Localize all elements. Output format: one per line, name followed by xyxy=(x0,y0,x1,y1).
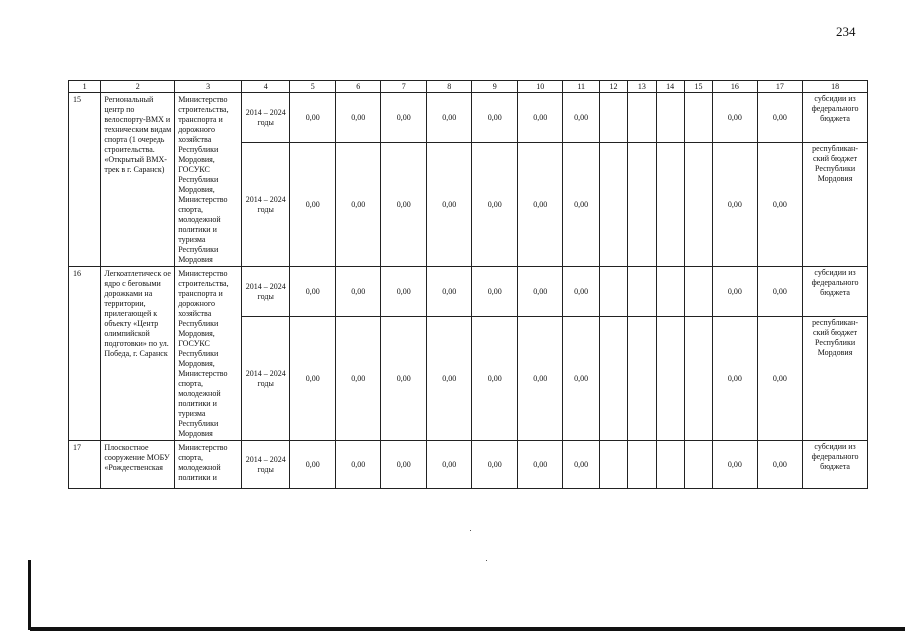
executor: Министерство спорта, молодежной политики и xyxy=(175,441,242,489)
header-cell: 8 xyxy=(426,81,472,93)
funding-source: субсидии из федерального бюджета xyxy=(803,267,868,317)
scan-left-edge xyxy=(28,560,31,630)
funding-source: субсидии из федерального бюджета xyxy=(803,93,868,143)
value-cell: 0,00 xyxy=(713,317,758,441)
value-cell: 0,00 xyxy=(290,93,336,143)
value-cell: 0,00 xyxy=(290,267,336,317)
value-cell: 0,00 xyxy=(381,441,427,489)
header-cell: 2 xyxy=(101,81,175,93)
value-cell: 0,00 xyxy=(335,441,381,489)
row-number: 16 xyxy=(69,267,101,441)
value-cell: 0,00 xyxy=(757,143,803,267)
value-cell: 0,00 xyxy=(381,143,427,267)
header-cell: 9 xyxy=(472,81,518,93)
table-row xyxy=(69,441,868,489)
value-cell: 0,00 xyxy=(335,93,381,143)
header-cell: 14 xyxy=(656,81,684,93)
value-cell: 0,00 xyxy=(472,93,518,143)
value-cell: 0,00 xyxy=(472,441,518,489)
header-row xyxy=(69,81,868,93)
object-name: Плоскостное сооружение МОБУ «Рождественская xyxy=(101,441,175,489)
scan-speck xyxy=(486,560,487,561)
period-cell: 2014 – 2024 годы xyxy=(241,267,290,317)
value-cell: 0,00 xyxy=(381,267,427,317)
value-cell: 0,00 xyxy=(713,267,758,317)
object-name: Региональный центр по велоспорту-ВМХ и техническим видам спорта (1 очередь строительства. «Открытый ВМХ-трек в г. Саранск) xyxy=(101,93,175,267)
header-cell: 6 xyxy=(335,81,381,93)
value-cell: 0,00 xyxy=(335,267,381,317)
value-cell: 0,00 xyxy=(381,93,427,143)
executor: Министерство строительства, транспорта и дорожного хозяйства Республики Мордовия, ГОСУКС Республики Мордовия, Министерство спорта, молодежной политики и туризма Республики Мордовия xyxy=(175,93,242,267)
value-cell xyxy=(656,143,684,267)
value-cell: 0,00 xyxy=(290,441,336,489)
value-cell xyxy=(656,93,684,143)
value-cell xyxy=(599,143,627,267)
header-cell: 10 xyxy=(517,81,563,93)
value-cell xyxy=(656,317,684,441)
header-cell: 12 xyxy=(599,81,627,93)
value-cell: 0,00 xyxy=(517,267,563,317)
period-cell: 2014 – 2024 годы xyxy=(241,93,290,143)
value-cell: 0,00 xyxy=(517,143,563,267)
table-row xyxy=(69,93,868,143)
value-cell: 0,00 xyxy=(335,317,381,441)
header-cell: 18 xyxy=(803,81,868,93)
header-cell: 11 xyxy=(563,81,599,93)
scan-speck xyxy=(470,530,471,531)
value-cell: 0,00 xyxy=(563,441,599,489)
header-cell: 3 xyxy=(175,81,242,93)
value-cell: 0,00 xyxy=(563,267,599,317)
header-cell: 1 xyxy=(69,81,101,93)
value-cell xyxy=(599,267,627,317)
value-cell: 0,00 xyxy=(472,317,518,441)
value-cell: 0,00 xyxy=(472,267,518,317)
value-cell: 0,00 xyxy=(426,441,472,489)
value-cell xyxy=(599,441,627,489)
value-cell: 0,00 xyxy=(757,317,803,441)
value-cell: 0,00 xyxy=(426,317,472,441)
value-cell: 0,00 xyxy=(517,441,563,489)
budget-table xyxy=(68,80,868,489)
table-row xyxy=(69,267,868,317)
value-cell: 0,00 xyxy=(563,93,599,143)
value-cell xyxy=(684,441,712,489)
value-cell: 0,00 xyxy=(713,93,758,143)
value-cell: 0,00 xyxy=(290,143,336,267)
row-number: 17 xyxy=(69,441,101,489)
period-cell: 2014 – 2024 годы xyxy=(241,317,290,441)
value-cell: 0,00 xyxy=(381,317,427,441)
value-cell: 0,00 xyxy=(713,441,758,489)
header-cell: 4 xyxy=(241,81,290,93)
period-cell: 2014 – 2024 годы xyxy=(241,143,290,267)
value-cell: 0,00 xyxy=(517,93,563,143)
value-cell: 0,00 xyxy=(335,143,381,267)
value-cell: 0,00 xyxy=(563,317,599,441)
header-cell: 13 xyxy=(628,81,656,93)
value-cell xyxy=(684,267,712,317)
value-cell xyxy=(599,93,627,143)
value-cell xyxy=(628,267,656,317)
value-cell xyxy=(684,93,712,143)
value-cell xyxy=(684,143,712,267)
value-cell xyxy=(628,93,656,143)
header-cell: 15 xyxy=(684,81,712,93)
funding-source: республикан-ский бюджет Республики Мордовия xyxy=(803,143,868,267)
value-cell xyxy=(656,267,684,317)
row-number: 15 xyxy=(69,93,101,267)
value-cell xyxy=(656,441,684,489)
value-cell: 0,00 xyxy=(757,267,803,317)
header-cell: 7 xyxy=(381,81,427,93)
value-cell: 0,00 xyxy=(517,317,563,441)
value-cell: 0,00 xyxy=(563,143,599,267)
funding-source: субсидии из федерального бюджета xyxy=(803,441,868,489)
page-number: 234 xyxy=(836,24,856,39)
header-cell: 5 xyxy=(290,81,336,93)
value-cell: 0,00 xyxy=(713,143,758,267)
value-cell: 0,00 xyxy=(472,143,518,267)
funding-source: республикан-ский бюджет Республики Мордовия xyxy=(803,317,868,441)
value-cell xyxy=(599,317,627,441)
value-cell: 0,00 xyxy=(426,143,472,267)
value-cell: 0,00 xyxy=(426,93,472,143)
value-cell xyxy=(684,317,712,441)
value-cell xyxy=(628,143,656,267)
scan-bottom-edge xyxy=(30,627,905,631)
value-cell: 0,00 xyxy=(757,441,803,489)
header-cell: 17 xyxy=(757,81,803,93)
header-cell: 16 xyxy=(713,81,758,93)
executor: Министерство строительства, транспорта и дорожного хозяйства Республики Мордовия, ГОСУКС Республики Мордовия, Министерство спорта, молодежной политики и туризма Республики Мордовия xyxy=(175,267,242,441)
period-cell: 2014 – 2024 годы xyxy=(241,441,290,489)
value-cell xyxy=(628,441,656,489)
value-cell xyxy=(628,317,656,441)
value-cell: 0,00 xyxy=(757,93,803,143)
value-cell: 0,00 xyxy=(426,267,472,317)
object-name: Легкоатлетическ ое ядро с беговыми дорожками на территории, прилегающей к объекту «Центр олимпийской подготовки» по ул. Победа, г. Саранск xyxy=(101,267,175,441)
value-cell: 0,00 xyxy=(290,317,336,441)
